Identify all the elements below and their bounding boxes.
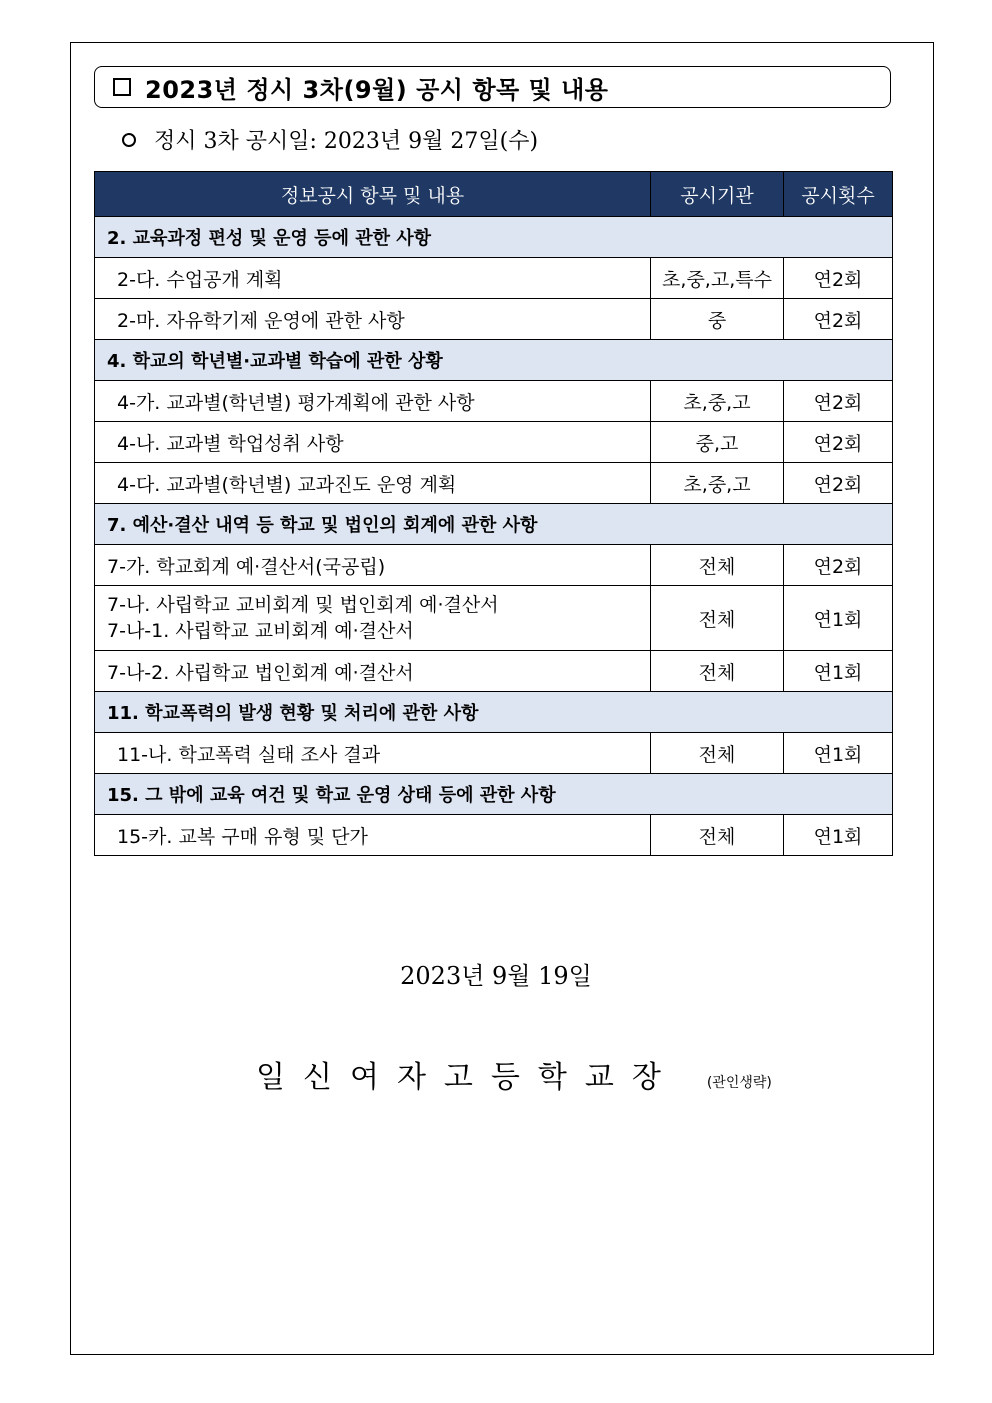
announcement-date-line bbox=[122, 124, 538, 155]
table-row bbox=[95, 463, 893, 504]
column-header-freq: 공시횟수 bbox=[784, 172, 893, 217]
section-title: 11. 학교폭력의 발생 현황 및 처리에 관한 사항 bbox=[95, 692, 893, 733]
circle-bullet-icon bbox=[122, 133, 136, 147]
item-cell: 7-가. 학교회계 예·결산서(국공립) bbox=[95, 545, 651, 586]
section-title: 4. 학교의 학년별·교과별 학습에 관한 상황 bbox=[95, 340, 893, 381]
section-row bbox=[95, 217, 893, 258]
freq-cell: 연2회 bbox=[784, 422, 893, 463]
section-row bbox=[95, 692, 893, 733]
item-cell bbox=[95, 586, 651, 651]
signature-block bbox=[256, 1052, 772, 1096]
org-cell: 중 bbox=[651, 299, 784, 340]
org-cell: 전체 bbox=[651, 545, 784, 586]
item-cell: 4-다. 교과별(학년별) 교과진도 운영 계획 bbox=[95, 463, 651, 504]
item-cell: 7-나-2. 사립학교 법인회계 예·결산서 bbox=[95, 651, 651, 692]
org-cell: 초,중,고 bbox=[651, 381, 784, 422]
subtitle-text: 정시 3차 공시일: 2023년 9월 27일(수) bbox=[154, 129, 539, 154]
section-title: 7. 예산·결산 내역 등 학교 및 법인의 회계에 관한 사항 bbox=[95, 504, 893, 545]
item-cell: 4-나. 교과별 학업성취 사항 bbox=[95, 422, 651, 463]
org-cell: 중,고 bbox=[651, 422, 784, 463]
freq-cell: 연2회 bbox=[784, 545, 893, 586]
table-header-row bbox=[95, 172, 893, 217]
section-row bbox=[95, 504, 893, 545]
page-title: 2023년 정시 3차(9월) 공시 항목 및 내용 bbox=[145, 75, 609, 104]
item-cell: 2-다. 수업공개 계획 bbox=[95, 258, 651, 299]
item-subline: 7-나-1. 사립학교 교비회계 예·결산서 bbox=[107, 620, 414, 642]
item-line: 7-나. 사립학교 교비회계 및 법인회계 예·결산서 bbox=[107, 594, 499, 616]
disclosure-table bbox=[94, 171, 893, 856]
freq-cell: 연1회 bbox=[784, 815, 893, 856]
title-box bbox=[94, 66, 891, 108]
freq-cell: 연1회 bbox=[784, 586, 893, 651]
org-cell: 초,중,고 bbox=[651, 463, 784, 504]
document-date: 2023년 9월 19일 bbox=[400, 962, 592, 990]
section-title: 2. 교육과정 편성 및 운영 등에 관한 사항 bbox=[95, 217, 893, 258]
item-cell: 15-카. 교복 구매 유형 및 단가 bbox=[95, 815, 651, 856]
org-cell: 전체 bbox=[651, 733, 784, 774]
org-cell: 초,중,고,특수 bbox=[651, 258, 784, 299]
table-row bbox=[95, 422, 893, 463]
org-cell: 전체 bbox=[651, 586, 784, 651]
table-row bbox=[95, 586, 893, 651]
item-cell: 11-나. 학교폭력 실태 조사 결과 bbox=[95, 733, 651, 774]
org-cell: 전체 bbox=[651, 651, 784, 692]
table-row bbox=[95, 651, 893, 692]
table-row bbox=[95, 815, 893, 856]
seal-omitted-note: (관인생략) bbox=[706, 1075, 772, 1091]
section-row bbox=[95, 774, 893, 815]
column-header-item: 정보공시 항목 및 내용 bbox=[95, 172, 651, 217]
table-row bbox=[95, 258, 893, 299]
item-cell: 4-가. 교과별(학년별) 평가계획에 관한 사항 bbox=[95, 381, 651, 422]
square-bullet-icon bbox=[113, 78, 131, 96]
school-principal-name: 일신여자고등학교장 bbox=[256, 1060, 679, 1095]
table-row bbox=[95, 299, 893, 340]
freq-cell: 연2회 bbox=[784, 463, 893, 504]
table-row bbox=[95, 545, 893, 586]
freq-cell: 연1회 bbox=[784, 733, 893, 774]
freq-cell: 연1회 bbox=[784, 651, 893, 692]
org-cell: 전체 bbox=[651, 815, 784, 856]
section-row bbox=[95, 340, 893, 381]
column-header-org: 공시기관 bbox=[651, 172, 784, 217]
item-cell: 2-마. 자유학기제 운영에 관한 사항 bbox=[95, 299, 651, 340]
table-row bbox=[95, 733, 893, 774]
freq-cell: 연2회 bbox=[784, 258, 893, 299]
freq-cell: 연2회 bbox=[784, 381, 893, 422]
freq-cell: 연2회 bbox=[784, 299, 893, 340]
table-row bbox=[95, 381, 893, 422]
section-title: 15. 그 밖에 교육 여건 및 학교 운영 상태 등에 관한 사항 bbox=[95, 774, 893, 815]
